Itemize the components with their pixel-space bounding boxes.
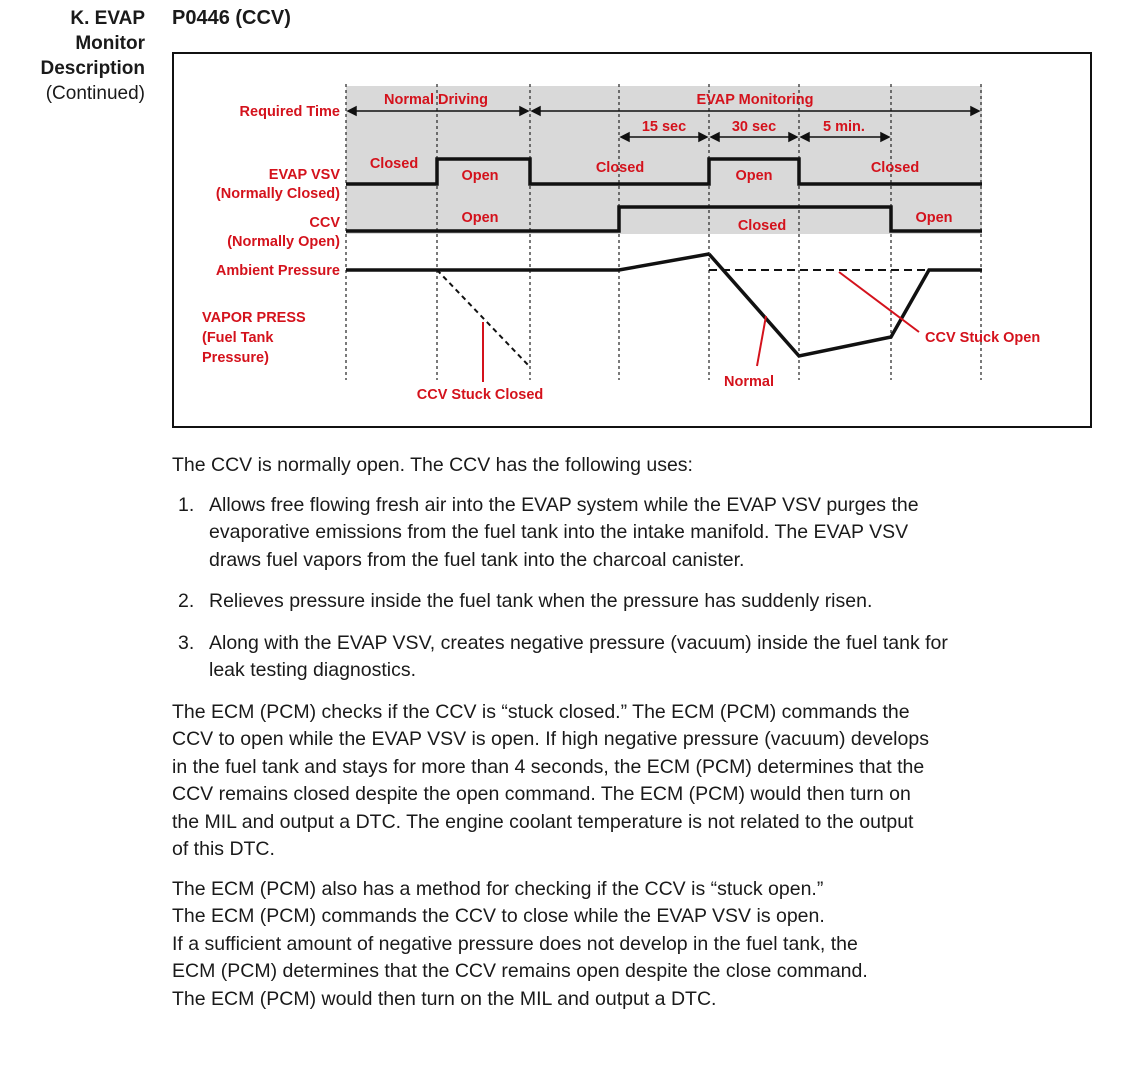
label-required-time: Required Time bbox=[239, 104, 340, 120]
timing-diagram bbox=[172, 52, 1092, 428]
phase-normal-driving: Normal Driving bbox=[384, 92, 488, 108]
page-title: P0446 (CCV) bbox=[172, 7, 291, 29]
list-item bbox=[172, 492, 1102, 575]
label-vapor-press-sub2: Pressure) bbox=[202, 350, 269, 366]
phase-30sec: 30 sec bbox=[731, 119, 777, 135]
label-evap-vsv: EVAP VSV bbox=[268, 167, 340, 183]
vsv-state-closed: Closed bbox=[369, 156, 419, 172]
list-line: leak testing diagnostics. bbox=[209, 659, 417, 681]
paragraph-line: The ECM (PCM) also has a method for checking if the CCV is “stuck open.” bbox=[172, 877, 824, 900]
paragraph-stuck-closed bbox=[172, 699, 1102, 864]
vsv-state-open: Open bbox=[461, 168, 499, 184]
list-line: evaporative emissions from the fuel tank into the intake manifold. The EVAP VSV bbox=[209, 521, 909, 543]
paragraph-line: CCV to open while the EVAP VSV is open. If high negative pressure (vacuum) develops bbox=[172, 728, 929, 750]
leader-normal bbox=[757, 316, 766, 366]
timing-diagram-svg bbox=[174, 54, 1090, 426]
paragraph-line: of this DTC. bbox=[172, 838, 275, 860]
list-item bbox=[172, 630, 1102, 685]
section-label-line: K. EVAP bbox=[70, 8, 145, 29]
label-ccv: CCV bbox=[309, 215, 340, 231]
paragraph-line: The ECM (PCM) checks if the CCV is “stuck closed.” The ECM (PCM) commands the bbox=[172, 700, 910, 723]
list-number: 2. bbox=[178, 590, 195, 612]
ccv-state-open: Open bbox=[461, 210, 499, 226]
paragraph-line: CCV remains closed despite the open command. The ECM (PCM) would then turn on bbox=[172, 783, 911, 805]
paragraph-stuck-open bbox=[172, 876, 1102, 1014]
phase-5min: 5 min. bbox=[823, 119, 865, 135]
section-label bbox=[0, 6, 145, 106]
paragraph-line: The ECM (PCM) commands the CCV to close while the EVAP VSV is open. bbox=[172, 905, 825, 927]
paragraph-line: the MIL and output a DTC. The engine coolant temperature is not related to the output bbox=[172, 810, 914, 833]
intro-paragraph: The CCV is normally open. The CCV has the following uses: bbox=[172, 454, 693, 476]
vsv-state-open: Open bbox=[735, 168, 773, 184]
callout-stuck-open: CCV Stuck Open bbox=[925, 330, 1041, 346]
list-item bbox=[172, 588, 1102, 616]
list-line: draws fuel vapors from the fuel tank into the charcoal canister. bbox=[209, 548, 745, 571]
label-ambient-pressure: Ambient Pressure bbox=[215, 263, 340, 279]
list-line: Along with the EVAP VSV, creates negative pressure (vacuum) inside the fuel tank for bbox=[209, 631, 948, 654]
label-evap-vsv-sub: (Normally Closed) bbox=[215, 186, 340, 202]
callout-leaders bbox=[483, 272, 919, 382]
paragraph-line: If a sufficient amount of negative pressure does not develop in the fuel tank, the bbox=[172, 932, 858, 955]
list-number: 1. bbox=[178, 493, 195, 516]
label-vapor-press-sub1: (Fuel Tank bbox=[202, 330, 274, 346]
phase-evap-monitoring: EVAP Monitoring bbox=[696, 92, 814, 108]
ccv-state-closed: Closed bbox=[737, 218, 787, 234]
ccv-state-open: Open bbox=[915, 210, 953, 226]
leader-stuck-open bbox=[839, 272, 919, 332]
list-line: Allows free flowing fresh air into the EVAP system while the EVAP VSV purges the bbox=[209, 493, 919, 516]
ambient-pressure-line bbox=[346, 254, 709, 270]
section-label-continued: (Continued) bbox=[45, 83, 145, 104]
list-number: 3. bbox=[178, 631, 195, 654]
label-vapor-press: VAPOR PRESS bbox=[202, 310, 306, 326]
paragraph-line: ECM (PCM) determines that the CCV remains open despite the close command. bbox=[172, 960, 868, 982]
uses-list bbox=[172, 492, 1102, 685]
section-label-line: Description bbox=[40, 58, 145, 79]
list-line: Relieves pressure inside the fuel tank when the pressure has suddenly risen. bbox=[209, 590, 873, 612]
body-text bbox=[172, 452, 1102, 1025]
callout-stuck-closed: CCV Stuck Closed bbox=[416, 387, 544, 403]
paragraph-line: The ECM (PCM) would then turn on the MIL and output a DTC. bbox=[172, 987, 717, 1010]
label-ccv-sub: (Normally Open) bbox=[227, 234, 340, 250]
paragraph-line: in the fuel tank and stays for more than 4 seconds, the ECM (PCM) determines that the bbox=[172, 755, 925, 778]
section-label-line: Monitor bbox=[75, 33, 145, 54]
callout-normal: Normal bbox=[724, 374, 774, 390]
vsv-state-closed: Closed bbox=[870, 160, 920, 176]
vsv-state-closed: Closed bbox=[595, 160, 645, 176]
phase-15sec: 15 sec bbox=[641, 119, 687, 135]
